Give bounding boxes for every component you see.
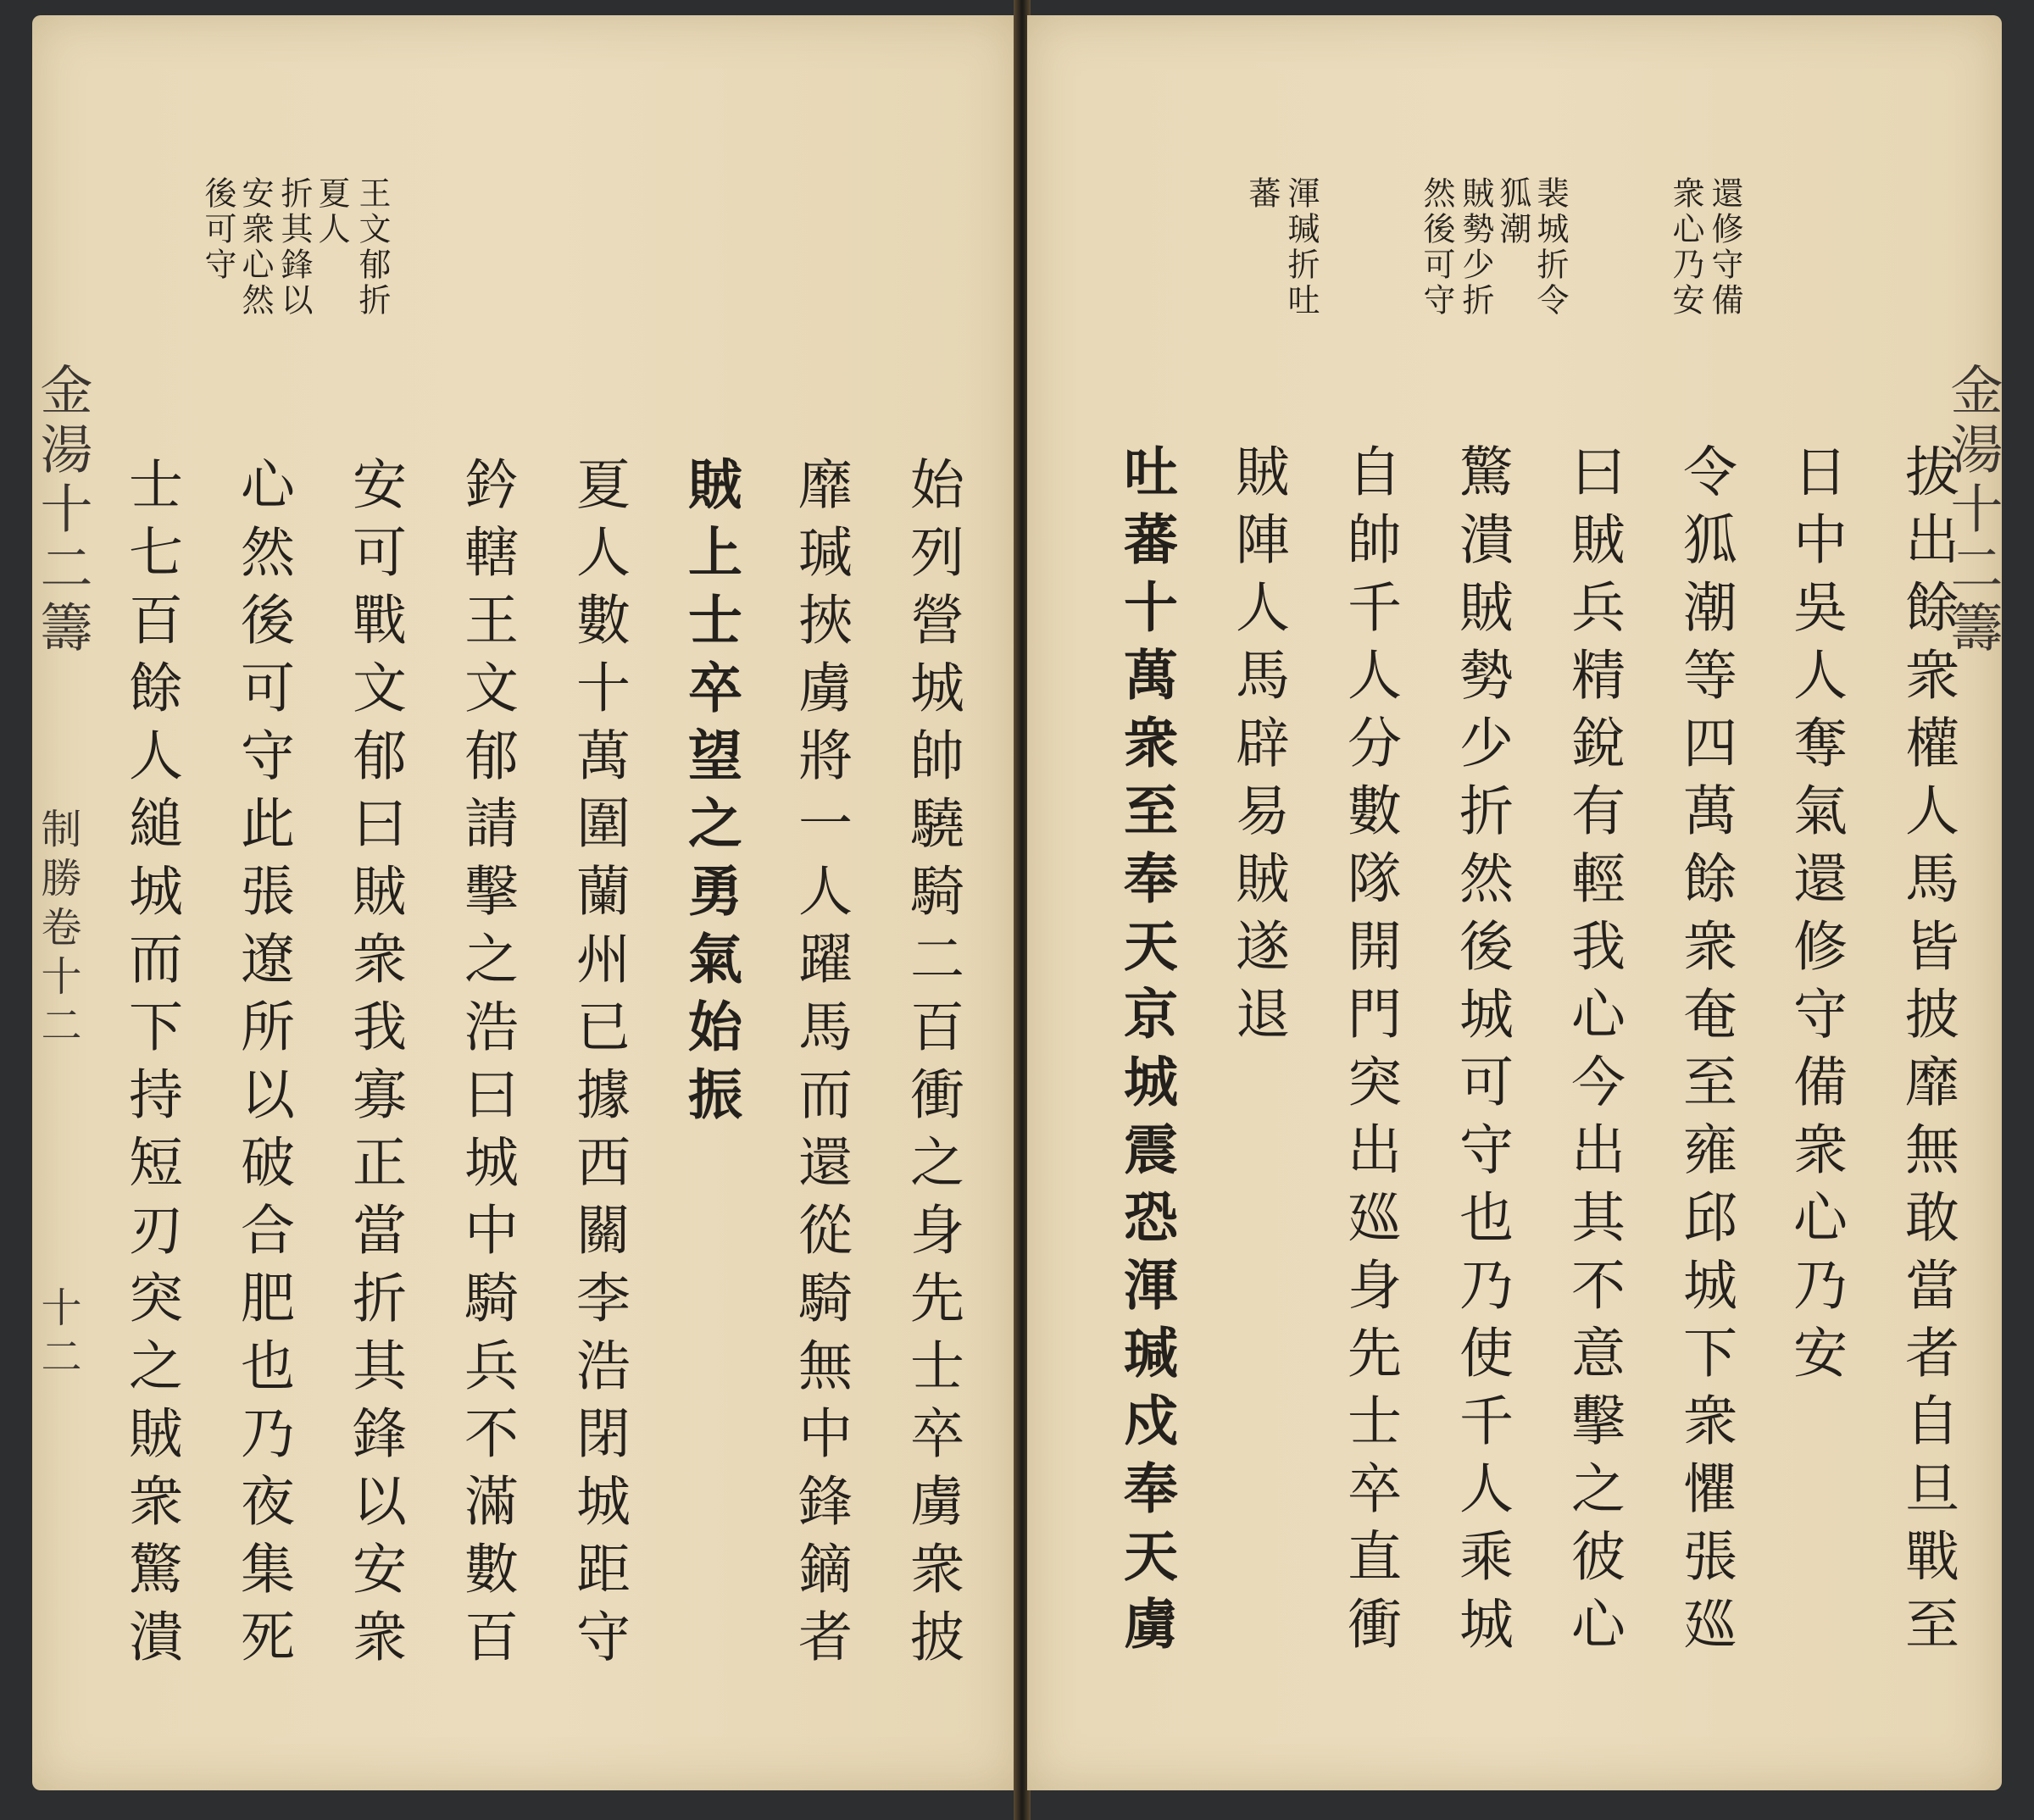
right-note-1: 還修守備 <box>1706 176 1743 319</box>
left-note-5: 後可守 <box>199 176 236 283</box>
left-column-1: 始列營城帥驍騎二百衝之身先士卒虜衆披 <box>901 456 964 1676</box>
right-note-7: 渾瑊折吐 <box>1282 176 1320 319</box>
left-column-8: 士七百餘人縋城而下持短刃突之賊衆驚潰 <box>119 456 182 1676</box>
right-note-2: 衆心乃安 <box>1667 176 1704 319</box>
right-column-3: 令狐潮等四萬餘衆奄至雍邱城下衆懼張廵 <box>1674 443 1737 1663</box>
left-column-6: 安可戰文郁曰賊衆我寡正當折其鋒以安衆 <box>343 456 406 1676</box>
left-column-5: 鈐轄王文郁請擊之浩曰城中騎兵不滿數百 <box>455 456 518 1676</box>
right-note-3: 裴城折令 <box>1531 176 1569 319</box>
left-note-2: 夏人 <box>313 176 350 247</box>
right-column-6: 自帥千人分數隊開門突出廵身先士卒直衝 <box>1338 443 1401 1663</box>
right-column-4: 曰賊兵精銳有輕我心今出其不意擊之彼心 <box>1562 443 1625 1663</box>
left-column-2: 靡瑊挾虜將一人躍馬而還從騎無中鋒鏑者 <box>789 456 852 1676</box>
left-edge-folio: 十二 <box>34 1286 81 1384</box>
left-column-3: 賊上士卒望之勇氣始振 <box>679 456 742 1134</box>
right-column-8: 吐蕃十萬衆至奉天京城震恐渾瑊戍奉天虜 <box>1114 443 1178 1663</box>
right-edge-title: 金湯十二籌 <box>1942 363 2003 659</box>
right-column-2: 日中吳人奪氣還修守備衆心乃安 <box>1784 443 1847 1392</box>
right-page <box>1027 15 2002 1790</box>
right-column-5: 驚潰賊勢少折然後城可守也乃使千人乘城 <box>1450 443 1513 1663</box>
left-note-4: 安衆心然 <box>236 176 274 319</box>
left-note-1: 王文郁折 <box>353 176 391 319</box>
left-note-3: 折其鋒以 <box>275 176 313 319</box>
right-note-5: 賊勢少折 <box>1457 176 1494 319</box>
left-edge-title: 金湯十二籌 <box>31 363 93 659</box>
left-column-7: 心然後可守此張遼所以破合肥也乃夜集死 <box>231 456 294 1676</box>
right-column-1: 拔出餘衆權人馬皆披靡無敢當者自旦戰至 <box>1896 443 1959 1663</box>
right-column-7: 賊陣人馬辟易賊遂退 <box>1226 443 1289 1053</box>
left-column-4: 夏人數十萬圍蘭州已據西關李浩閉城距守 <box>567 456 630 1676</box>
right-note-8: 蕃 <box>1243 176 1281 212</box>
left-edge-section: 制勝卷十二 <box>34 807 81 1053</box>
right-note-4: 狐潮 <box>1494 176 1531 247</box>
left-page <box>32 15 1017 1790</box>
right-note-6: 然後可守 <box>1418 176 1455 319</box>
